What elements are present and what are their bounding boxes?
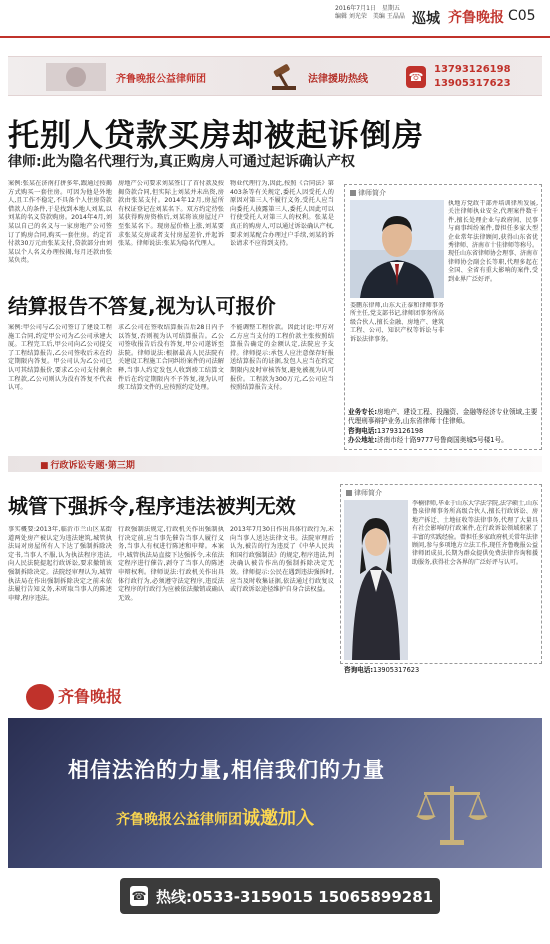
article1-subhead: 律师:此为隐名代理行为,真正购房人可通过起诉确认产权: [8, 154, 355, 170]
gavel-icon: [270, 63, 300, 91]
lawyer2-portrait-icon: [344, 500, 408, 660]
justice-scales-icon: [412, 778, 492, 848]
article3-column-2: 行政强制法规定,行政机关作出强制执行决定前,应当事先催告当事人履行义务,当事人有权进行陈述和申辩。本案中,城管执法局直接下达强拆令,未依法定程序进行催告,剥夺了当事人的陈述申辩权利。律师说法:行政机关作出具体行政行为,必须遵守法定程序,违反法定程序的行政行为应被依法撤销或确认无效。: [118, 526, 224, 602]
issue-editors: 编辑 刘光荣 美编 王晶晶: [335, 13, 405, 20]
article2-column-2: 求乙公司在签收结算报告后28日内予以答复,否则视为认可结算报告。乙公司签收报告后没有答复,甲公司遂诉至法院。律师说法:根据最高人民法院有关建设工程施工合同纠纷案件的司法解释,当事人约定发包人收到竣工结算文件后在约定期限内不予答复,视为认可竣工结算文件的,应按照约定处理。: [118, 324, 224, 392]
page-header: [0, 0, 550, 38]
article1-column-2: 房地产公司要求刘某签订了首付款及按揭贷款合同,但实际上刘某并未出资,房款由张某支付。2014年12月,房屋所有权证登记在刘某名下。双方约定待张某获得购房资格后,刘某将该房屋过户至张某名下。现房屋价格上涨,刘某要求张某交房或者支付房屋差价,并起诉张某。律师说法:张某为隐名代理人。: [118, 180, 224, 248]
lawyer2-box-title: 律师简介: [346, 488, 382, 498]
ad-hotline-bar: [120, 878, 440, 914]
consult-label: 咨询电话:: [348, 426, 378, 435]
ad-invite-emphasis: 诚邀加入: [242, 808, 314, 829]
article3-headline: 城管下强拆令,程序违法被判无效: [8, 494, 296, 518]
lawyer1-box-title: 律师简介: [350, 188, 386, 198]
hotline-label: 法律援助热线: [308, 74, 368, 85]
lawyer1-photo: [350, 200, 444, 298]
lawyer2-bio: 李楠律师,毕业于山东大学法学院,法学硕士,山东鲁泉律师事务所高级合伙人,擅长行政诉讼、房地产拆迁、土地征收等法律事务,代理了大量具有社会影响的行政案件,在行政诉讼领域积累了丰富的实践经验。曾担任多家政府机关常年法律顾问,参与多项地方立法工作,现任齐鲁晚报公益律师团成员,长期为群众提供免费法律咨询和援助服务,获得社会各界的广泛好评与认可。: [412, 500, 538, 566]
ad-hotline-numbers: 0533-3159015 15065899281: [192, 888, 434, 906]
address-label: 办公地址:: [348, 436, 378, 445]
article1-column-1: 案例:张某在济南打拼多年,跟通过按揭方式购买一套住房。可因为他是外地人,且工作不稳定,不具备个人住房贷款借款人的条件,于是找到本地人刘某,以刘某的名义贷款购房。2014年4月,刘某以自己的名义与一家房地产公司签订了购房合同,购买一套住房。约定首付款30万元由张某支付,贷款部分由刘某以个人名义办理按揭,每月还款由张某负责。: [8, 180, 112, 265]
ad-banner: [8, 718, 542, 868]
page-number: C05: [508, 8, 536, 24]
lawyer2-consult-label: 咨询电话:: [344, 666, 374, 674]
lawyer1-bio-right: 执地方党政干部并培训律所发展,关注律师执业安全,代理案件数千件,擅长处理企业与政府间、民事与商事纠纷案件,曾担任多家大型企业常年法律顾问,获得山东省优秀律师、济南市十佳律师等称号。现任山东省律师协会理事、济南市律师协会副会长等职,代理多起在全国、全省有重大影响的案件,受到业界广泛好评。: [448, 200, 538, 283]
legal-aid-banner: [8, 56, 542, 96]
ad-hotline-label: 热线:: [156, 888, 192, 906]
hotline-number-1: 13793126198: [434, 64, 511, 75]
hotline-number-2: 13905317623: [434, 78, 511, 89]
lawyer1-business-info: [348, 408, 538, 446]
article1-column-3: 物业代理行为,因此,按照《合同法》第403条等有关规定,委托人因受托人的原因对第三人不履行义务,受托人应当向委托人披露第三人,委托人因此可以行使受托人对第三人的权利。张某是真正的购房人,可以通过诉讼确认产权,要求刘某配合办理过户手续,刘某的诉讼请求不应得到支持。: [230, 180, 334, 248]
specialty-label: 业务专长:: [348, 408, 378, 416]
article1-headline: 托别人贷款买房却被起诉倒房: [8, 118, 424, 154]
article2-headline: 结算报告不答复,视为认可报价: [8, 294, 276, 318]
recruitment-ad: [8, 676, 542, 938]
series-tag: ■ 行政诉讼专题·第三期: [40, 458, 135, 471]
article3-column-3: 2013年7月30日作出具体行政行为,未向当事人送达法律文书。法院审理后认为,被告的行为违反了《中华人民共和国行政强制法》的规定,程序违法,判决确认被告作出的强制拆除决定无效。律师提示:公民在遇到违法强拆时,应当及时收集证据,依法通过行政复议或行政诉讼途径维护自身合法权益。: [230, 526, 334, 594]
ad-invite-prefix: 齐鲁晚报公益律师团: [116, 812, 242, 828]
lawyer-group-name: 齐鲁晚报公益律师团: [116, 74, 206, 85]
issue-meta: [335, 5, 415, 21]
section-divider: [8, 456, 542, 472]
lion-emblem-icon: [46, 63, 106, 91]
lawyer1-consult: [348, 427, 538, 436]
lawyer1-portrait-icon: [350, 200, 444, 298]
issue-date: 2016年7月1日 星期五: [335, 5, 400, 12]
lawyer2-photo: [344, 500, 408, 660]
lawyer2-consult: [344, 664, 419, 674]
lawyer1-specialty: [348, 408, 538, 427]
ad-invite: [116, 804, 314, 830]
article3-column-1: 事实概要:2013年,临沂市兰山区某街道两处房产被认定为违法建筑,城管执法局对房屋所有人下达了强制拆除决定书,当事人不服,认为执法程序违法,向人民法院提起行政诉讼,要求撤销该强制拆除决定。法院经审理认为,城管执法局在作出强制拆除决定之前未依法履行告知义务,未听取当事人的陈述申辩,程序违法。: [8, 526, 112, 602]
article2-column-1: 案例:甲公司与乙公司签订了建设工程施工合同,约定甲公司为乙公司承建大厦。工程完工后,甲公司向乙公司提交了工程结算报告,乙公司签收后未在约定期限内答复。甲公司认为乙公司已认可其结算报价,要求乙公司支付剩余工程款,乙公司则认为没有答复不代表认可。: [8, 324, 112, 392]
ad-hotline: [156, 886, 433, 907]
article2-column-3: 不能调整工程价款。因此讨论:甲方对乙方应当支付的工程价款主张按照结算报告确定的金额认定,法院应予支持。律师提示:承包人应注意保存好报送结算报告的证据,发包人应当在约定期限内及时审核答复,避免被视为认可报价。工程款为300万元,乙公司应当按照结算报告支付。: [230, 324, 334, 392]
section-name: 巡城: [412, 11, 440, 27]
newspaper-logo: 齐鲁晚报: [448, 10, 504, 26]
ad-slogan: 相信法治的力量,相信我们的力量: [68, 758, 385, 782]
address-text: 济南市经十路9777号鲁商国奥城5号楼1号。: [377, 436, 508, 445]
ad-logo: 齐鲁晚报: [58, 687, 123, 706]
specialty-text: 房地产、建设工程、投融资、金融等经济专业领域,主要代理刑事辩护业务,山东省律师十佳律师。: [348, 408, 538, 426]
telephone-icon: ☎: [130, 886, 148, 906]
lawyer2-consult-phone: 13905317623: [373, 666, 420, 674]
lawyer1-bio-left: 娄鹏东律师,山东大正泰和律师事务所主任,党支部书记,律师团事务所高级合伙人,擅长金融、房地产、建筑工程、公司、知识产权等诉讼与非诉讼法律事务。: [350, 302, 444, 343]
phone-icon: ☎: [406, 66, 426, 88]
lawyer1-address: [348, 436, 538, 445]
consult-phone: 13793126198: [377, 426, 424, 435]
newspaper-emblem-icon: [26, 684, 54, 710]
